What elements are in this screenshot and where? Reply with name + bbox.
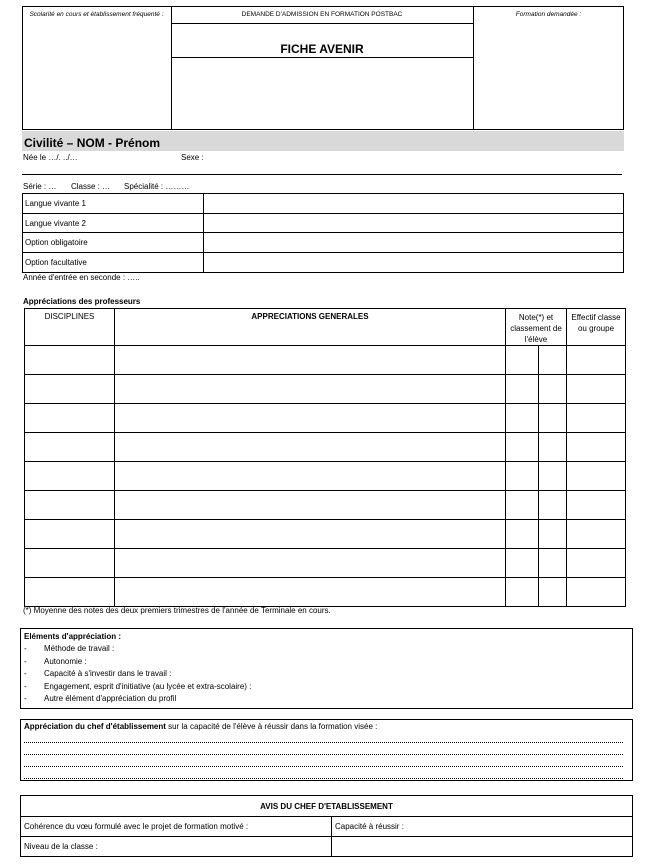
table-row [25, 346, 626, 375]
niveau-label: Niveau de la classe : [24, 842, 98, 851]
elements-title: Eléments d'appréciation : [24, 632, 122, 641]
born-label: Née le …/. ../… [23, 153, 78, 162]
option-obligatoire-value[interactable] [204, 233, 624, 253]
table-row [25, 491, 626, 520]
col-appreciations-generales: APPRECIATIONS GENERALES [115, 309, 506, 346]
empty-cell[interactable] [332, 837, 633, 857]
classement-cell[interactable] [539, 433, 567, 462]
classement-cell[interactable] [539, 549, 567, 578]
header-left-divider [171, 6, 172, 130]
note-cell[interactable] [506, 520, 539, 549]
effectif-cell[interactable] [567, 549, 626, 578]
lang-value-2[interactable] [204, 214, 624, 233]
effectif-cell[interactable] [567, 462, 626, 491]
effectif-cell[interactable] [567, 520, 626, 549]
avis-table [20, 795, 633, 857]
element-item: - Engagement, esprit d'initiative (au lycée et extra-scolaire) : [24, 681, 252, 691]
note-cell[interactable] [506, 433, 539, 462]
classement-cell[interactable] [539, 578, 567, 607]
appreciation-cell[interactable] [115, 578, 506, 607]
capacite-label: Capacité à réussir : [335, 822, 404, 831]
entry-year-label: Année d'entrée en seconde : ….. [23, 273, 140, 282]
option-facultative-value[interactable] [204, 253, 624, 273]
classe-label: Classe : … [71, 182, 111, 191]
appreciation-cell[interactable] [115, 491, 506, 520]
option-obligatoire-label: Option obligatoire [23, 233, 204, 253]
specialite-label: Spécialité : ……… [124, 182, 190, 191]
appreciation-cell[interactable] [115, 375, 506, 404]
appreciation-cell[interactable] [115, 404, 506, 433]
avis-title: AVIS DU CHEF D'ETABLISSEMENT [21, 796, 633, 817]
classement-cell[interactable] [539, 346, 567, 375]
classement-cell[interactable] [539, 375, 567, 404]
header-mid-line2 [171, 57, 473, 58]
coherence-cell[interactable] [21, 817, 332, 837]
note-cell[interactable] [506, 491, 539, 520]
elements-box [20, 628, 633, 709]
header-right-divider [473, 6, 474, 130]
option-facultative-label: Option facultative [23, 253, 204, 273]
element-item: - Autonomie : [24, 656, 87, 666]
effectif-cell[interactable] [567, 404, 626, 433]
effectif-cell[interactable] [567, 491, 626, 520]
lang-label-2: Langue vivante 2 [23, 214, 204, 233]
effectif-cell[interactable] [567, 433, 626, 462]
col-effectif: Effectif classe ou groupe [567, 309, 626, 346]
note-cell[interactable] [506, 578, 539, 607]
lang-value-1[interactable] [204, 194, 624, 214]
chef-line-2[interactable] [24, 743, 623, 755]
note-cell[interactable] [506, 346, 539, 375]
appreciations-table [24, 308, 626, 607]
element-item: - Capacité à s'investir dans le travail : [24, 669, 172, 679]
discipline-cell[interactable] [25, 404, 115, 433]
appreciation-cell[interactable] [115, 433, 506, 462]
discipline-cell[interactable] [25, 346, 115, 375]
appreciation-cell[interactable] [115, 549, 506, 578]
note-cell[interactable] [506, 549, 539, 578]
table-row [25, 375, 626, 404]
element-item: - Méthode de travail : [24, 644, 115, 654]
element-item: - Autre élément d'appréciation du profil [24, 694, 177, 704]
formation-label: Formation demandée : [515, 11, 582, 18]
discipline-cell[interactable] [25, 549, 115, 578]
table-row [25, 549, 626, 578]
appreciation-cell[interactable] [115, 520, 506, 549]
discipline-cell[interactable] [25, 578, 115, 607]
classement-cell[interactable] [539, 491, 567, 520]
table-row [25, 433, 626, 462]
classement-cell[interactable] [539, 404, 567, 433]
civility-label: Civilité – NOM - Prénom [24, 136, 161, 150]
table-row [25, 520, 626, 549]
serie-label: Série : … [23, 182, 57, 191]
niveau-cell[interactable] [21, 837, 332, 857]
table-row [25, 462, 626, 491]
admission-label: DEMANDE D'ADMISSION EN FORMATION POSTBAC [241, 11, 403, 18]
note-cell[interactable] [506, 375, 539, 404]
chef-title: Appréciation du chef d'établissement sur la capacité de l'élève à réussir dans la formation visée : [24, 722, 378, 731]
capacite-cell[interactable] [332, 817, 633, 837]
appreciation-cell[interactable] [115, 462, 506, 491]
appreciations-title: Appréciations des professeurs [23, 297, 141, 306]
chef-line-1[interactable] [24, 731, 623, 743]
chef-line-3[interactable] [24, 755, 623, 767]
page-title: FICHE AVENIR [280, 42, 364, 56]
effectif-cell[interactable] [567, 375, 626, 404]
note-cell[interactable] [506, 404, 539, 433]
classement-cell[interactable] [539, 462, 567, 491]
discipline-cell[interactable] [25, 520, 115, 549]
discipline-cell[interactable] [25, 375, 115, 404]
table-row [25, 404, 626, 433]
chef-box [20, 719, 633, 781]
discipline-cell[interactable] [25, 433, 115, 462]
effectif-cell[interactable] [567, 578, 626, 607]
header-mid-line1 [171, 23, 473, 24]
header-box [22, 6, 624, 130]
sex-label: Sexe : [181, 153, 204, 162]
chef-line-4[interactable] [24, 767, 623, 779]
languages-table [22, 193, 624, 273]
appreciation-cell[interactable] [115, 346, 506, 375]
footnote: (*) Moyenne des notes des deux premiers trimestres de l'année de Terminale en cours. [23, 606, 331, 615]
col-note-classement: Note(*) et classement de l'élève [506, 309, 567, 346]
discipline-cell[interactable] [25, 491, 115, 520]
separator-line [22, 174, 622, 175]
discipline-cell[interactable] [25, 462, 115, 491]
table-row [25, 578, 626, 607]
coherence-label: Cohérence du vœu formulé avec le projet de formation motivé : [24, 822, 249, 831]
classement-cell[interactable] [539, 520, 567, 549]
lang-label-1: Langue vivante 1 [23, 194, 204, 214]
note-cell[interactable] [506, 462, 539, 491]
col-disciplines: DISCIPLINES [25, 309, 115, 346]
civility-bar [22, 131, 624, 151]
schooling-label: Scolarité en cours et établissement fréquenté : [29, 11, 164, 18]
effectif-cell[interactable] [567, 346, 626, 375]
